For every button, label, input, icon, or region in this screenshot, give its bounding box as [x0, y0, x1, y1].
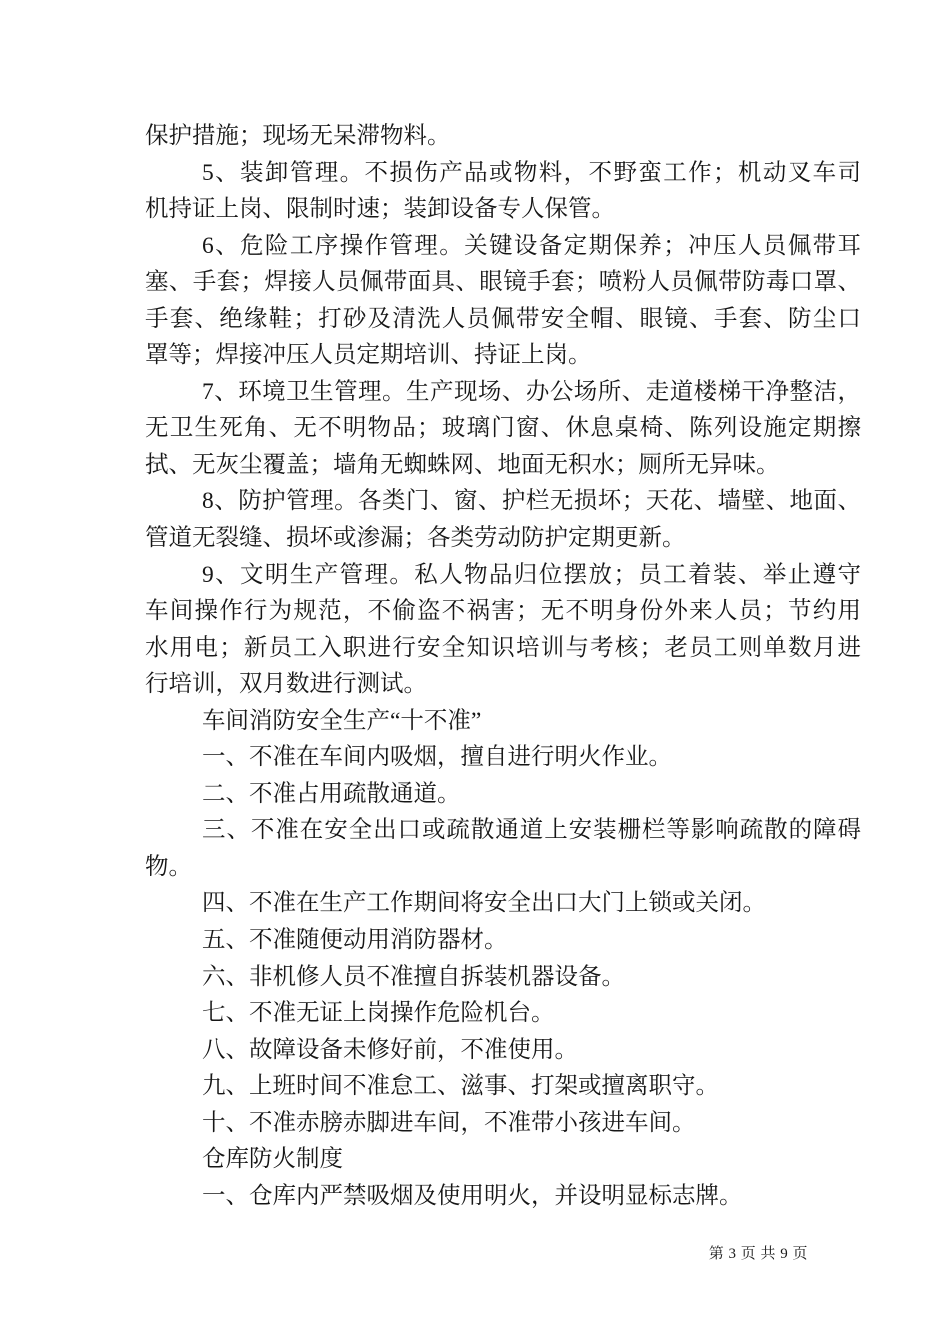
document-line: 机持证上岗、限制时速；装卸设备专人保管。: [145, 196, 615, 223]
document-line: 6、危险工序操作管理。关键设备定期保养；冲压人员佩带耳: [202, 232, 861, 259]
document-line: 行培训，双月数进行测试。: [145, 671, 427, 698]
document-line: 5、装卸管理。不损伤产品或物料，不野蛮工作；机动叉车司: [202, 159, 861, 186]
document-line: 十、不准赤膀赤脚进车间，不准带小孩进车间。: [202, 1109, 696, 1136]
document-line: 仓库防火制度: [202, 1146, 343, 1173]
page-number: 第 3 页 共 9 页: [708, 1246, 808, 1262]
document-line: 塞、手套；焊接人员佩带面具、眼镜手套；喷粉人员佩带防毒口罩、: [145, 269, 861, 296]
document-line: 八、故障设备未修好前，不准使用。: [202, 1036, 578, 1063]
document-line: 二、不准占用疏散通道。: [202, 780, 461, 807]
document-line: 七、不准无证上岗操作危险机台。: [202, 1000, 555, 1027]
document-line: 车间操作行为规范，不偷盗不祸害；无不明身份外来人员；节约用: [145, 598, 861, 625]
document-line: 保护措施；现场无呆滞物料。: [145, 123, 451, 149]
document-line: 7、环境卫生管理。生产现场、办公场所、走道楼梯干净整洁，: [202, 378, 861, 405]
document-line: 六、非机修人员不准擅自拆装机器设备。: [202, 963, 625, 990]
document-line: 一、不准在车间内吸烟，擅自进行明火作业。: [202, 744, 672, 771]
document-line: 8、防护管理。各类门、窗、护栏无损坏；天花、墙壁、地面、: [202, 488, 861, 515]
document-body: [145, 118, 861, 1214]
document-line: 拭、无灰尘覆盖；墙角无蜘蛛网、地面无积水；厕所无异味。: [145, 451, 780, 478]
document-line: 三、不准在安全出口或疏散通道上安装栅栏等影响疏散的障碍: [202, 817, 861, 844]
document-line: 一、仓库内严禁吸烟及使用明火，并设明显标志牌。: [202, 1182, 743, 1209]
document-line: 管道无裂缝、损坏或渗漏；各类劳动防护定期更新。: [145, 525, 686, 552]
document-line: 9、文明生产管理。私人物品归位摆放；员工着装、举止遵守: [202, 561, 861, 588]
document-line: 手套、绝缘鞋；打砂及清洗人员佩带安全帽、眼镜、手套、防尘口: [145, 305, 861, 332]
document-line: 无卫生死角、无不明物品；玻璃门窗、休息桌椅、陈列设施定期擦: [145, 415, 861, 442]
document-line: 九、上班时间不准怠工、滋事、打架或擅离职守。: [202, 1073, 719, 1100]
document-line: 五、不准随便动用消防器材。: [202, 927, 508, 954]
document-line: 物。: [145, 853, 192, 880]
document-line: 水用电；新员工入职进行安全知识培训与考核；老员工则单数月进: [145, 634, 861, 661]
document-line: 罩等；焊接冲压人员定期培训、持证上岗。: [145, 342, 592, 369]
document-line: 四、不准在生产工作期间将安全出口大门上锁或关闭。: [202, 890, 766, 917]
document-line: 车间消防安全生产“十不准”: [202, 707, 482, 734]
